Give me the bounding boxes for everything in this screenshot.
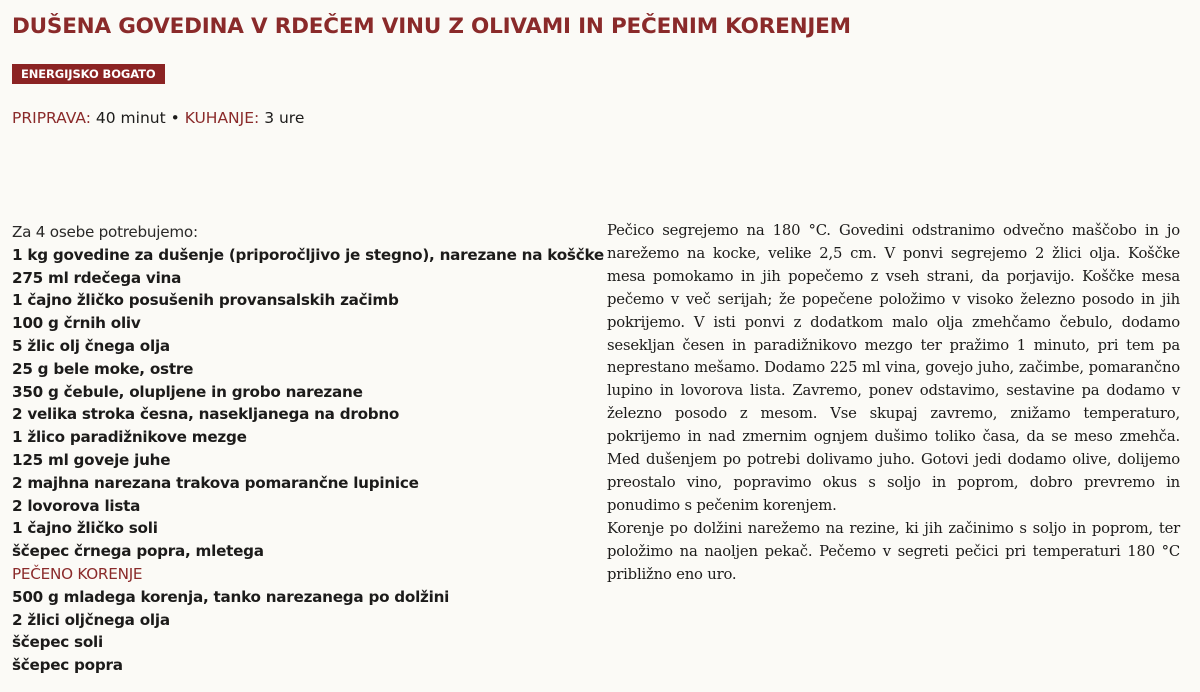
ingredient-item: 2 majhna narezana trakova pomarančne lupinice: [12, 473, 419, 492]
ingredient-item: 350 g čebule, olupljene in grobo narezane: [12, 382, 363, 401]
method-text: [607, 220, 1180, 587]
ingredient-item: 25 g bele moke, ostre: [12, 359, 194, 378]
cook-label: KUHANJE:: [184, 109, 260, 127]
carrots-heading: PEČENO KORENJE: [12, 564, 143, 583]
ingredient-item: 1 čajno žličko soli: [12, 519, 158, 538]
cook-value: 3 ure: [264, 109, 305, 127]
carrot-ingredient-item: ščepec soli: [12, 633, 103, 652]
ingredient-item: 5 žlic olj čnega olja: [12, 336, 170, 355]
ingredient-item: 100 g črnih oliv: [12, 314, 141, 333]
ingredient-item: 125 ml goveje juhe: [12, 450, 171, 469]
prep-value: 40 minut: [95, 109, 166, 127]
ingredient-item: ščepec črnega popra, mletega: [12, 542, 264, 561]
ingredient-item: 1 kg govedine za dušenje (priporočljivo je stegno), narezane na koščke: [12, 245, 604, 264]
timing-separator: •: [170, 109, 180, 127]
ingredient-item: 1 čajno žličko posušenih provansalskih začimb: [12, 291, 399, 310]
prep-label: PRIPRAVA:: [12, 109, 91, 127]
recipe-title: DUŠENA GOVEDINA V RDEČEM VINU Z OLIVAMI IN PEČENIM KORENJEM: [12, 14, 851, 39]
energy-badge: ENERGIJSKO BOGATO: [12, 64, 165, 84]
ingredient-list: [12, 221, 604, 677]
ingredient-item: 1 žlico paradižnikove mezge: [12, 428, 247, 447]
method-paragraph-beef: Pečico segrejemo na 180 °C. Govedini odstranimo odvečno maščobo in jo narežemo na kocke, velike 2,5 cm. V ponvi segrejemo 2 žlici olja. Koščke mesa pomokamo in jih popečemo z vseh strani, da porjavijo. Koščke mesa pečemo v več serijah; že popečene položimo v visoko železno posodo in jih pokrijemo. V isti ponvi z dodatkom malo olja zmehčamo čebulo, dodamo sesekljan česen in paradižnikovo mezgo ter pražimo 1 minuto, pri tem pa neprestano mešamo. Dodamo 225 ml vina, govejo juho, začimbe, pomarančno lupino in lovorova lista. Zavremo, ponev odstavimo, sestavine pa dodamo v železno posodo z mesom. Vse skupaj zavremo, znižamo temperaturo, pokrijemo in nad zmernim ognjem dušimo toliko časa, da se meso zmehča. Med dušenjem po potrebi dolivamo juho. Gotovi jedi dodamo olive, dolijemo preostalo vino, popravimo okus s soljo in poprom, dobro prevremo in ponudimo s pečenim korenjem.: [607, 222, 1180, 514]
ingredient-item: 2 velika stroka česna, nasekljanega na drobno: [12, 405, 400, 424]
timing-line: [12, 109, 304, 127]
carrot-ingredient-item: 2 žlici oljčnega olja: [12, 610, 170, 629]
method-paragraph-carrots: Korenje po dolžini narežemo na rezine, ki jih začinimo s soljo in poprom, ter položimo na naoljen pekač. Pečemo v segreti pečici pri temperaturi 180 °C približno eno uro.: [607, 519, 1180, 583]
ingredient-item: 275 ml rdečega vina: [12, 268, 182, 287]
ingredient-item: 2 lovorova lista: [12, 496, 141, 515]
carrot-ingredient-item: 500 g mladega korenja, tanko narezanega po dolžini: [12, 587, 450, 606]
carrot-ingredient-item: ščepec popra: [12, 656, 123, 675]
ingredients-intro: Za 4 osebe potrebujemo:: [12, 223, 198, 241]
